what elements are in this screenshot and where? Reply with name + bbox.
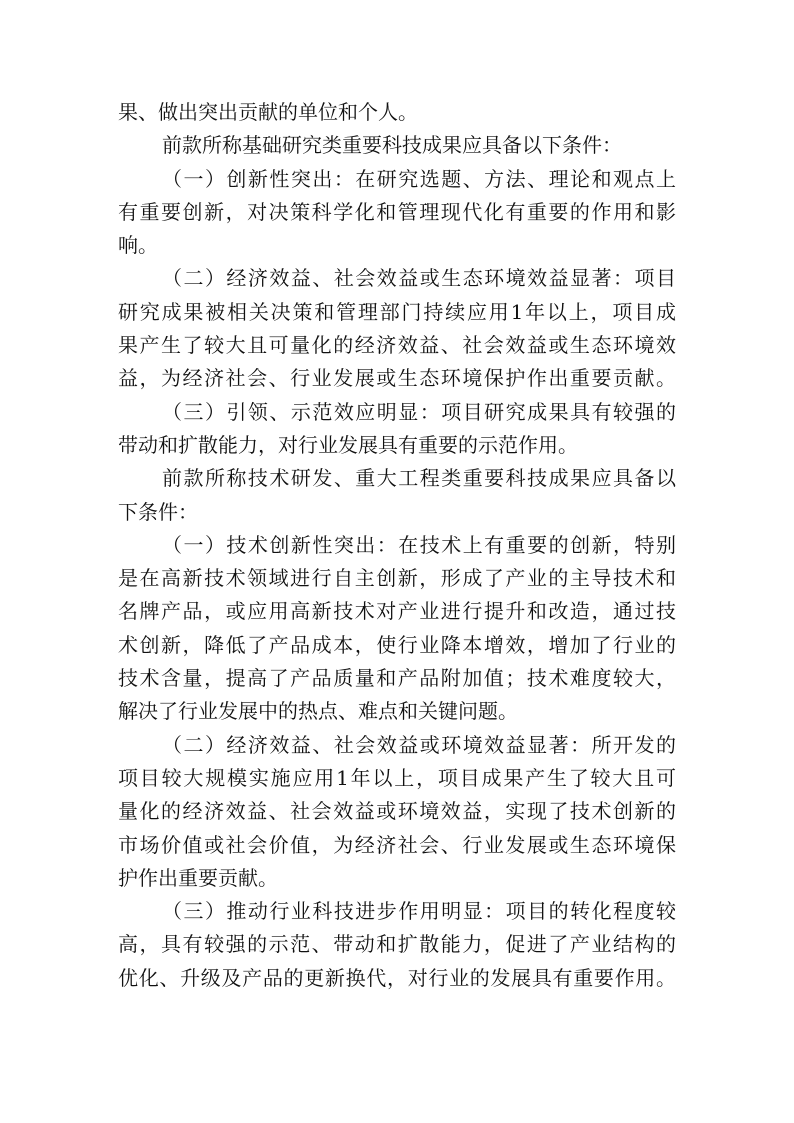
text-line: （二）经济效益、社会效益或环境效益显著：所开发的 bbox=[162, 732, 676, 757]
document-body bbox=[118, 96, 676, 995]
text-line: （二）经济效益、社会效益或生态环境效益显著：项目 bbox=[162, 266, 676, 291]
text-line: 果产生了较大且可量化的经济效益、社会效益或生态环境效 bbox=[118, 333, 676, 358]
text-line: 响。 bbox=[118, 233, 158, 258]
text-line: 技术含量，提高了产品质量和产品附加值；技术难度较大， bbox=[118, 666, 676, 691]
text-line: 量化的经济效益、社会效益或环境效益，实现了技术创新的 bbox=[118, 799, 676, 824]
text-line: 带动和扩散能力，对行业发展具有重要的示范作用。 bbox=[118, 432, 578, 457]
text-line: 是在高新技术领域进行自主创新，形成了产业的主导技术和 bbox=[118, 566, 676, 591]
text-line: （三）引领、示范效应明显：项目研究成果具有较强的 bbox=[162, 399, 676, 424]
text-line: （三）推动行业科技进步作用明显：项目的转化程度较 bbox=[162, 899, 676, 924]
text-line: 术创新，降低了产品成本，使行业降本增效，增加了行业的 bbox=[118, 632, 676, 657]
text-line: 名牌产品，或应用高新技术对产业进行提升和改造，通过技 bbox=[118, 599, 676, 624]
text-line: 益，为经济社会、行业发展或生态环境保护作出重要贡献。 bbox=[118, 366, 676, 391]
text-line: 下条件： bbox=[118, 499, 198, 524]
text-line: 果、做出突出贡献的单位和个人。 bbox=[118, 100, 418, 124]
text-line: 前款所称基础研究类重要科技成果应具备以下条件： bbox=[162, 133, 622, 158]
text-line: 高，具有较强的示范、带动和扩散能力，促进了产业结构的 bbox=[118, 932, 676, 957]
text-line: （一）技术创新性突出：在技术上有重要的创新，特别 bbox=[162, 532, 676, 557]
text-line: （一）创新性突出：在研究选题、方法、理论和观点上 bbox=[162, 166, 676, 191]
text-line: 有重要创新，对决策科学化和管理现代化有重要的作用和影 bbox=[118, 199, 676, 224]
text-line: 市场价值或社会价值，为经济社会、行业发展或生态环境保 bbox=[118, 832, 676, 857]
text-line: 项目较大规模实施应用1年以上，项目成果产生了较大且可 bbox=[118, 765, 676, 790]
text-line: 解决了行业发展中的热点、难点和关键问题。 bbox=[118, 699, 518, 724]
text-line: 优化、升级及产品的更新换代，对行业的发展具有重要作用。 bbox=[118, 965, 676, 990]
text-line: 前款所称技术研发、重大工程类重要科技成果应具备以 bbox=[162, 466, 676, 491]
text-line: 护作出重要贡献。 bbox=[118, 865, 278, 890]
text-line: 研究成果被相关决策和管理部门持续应用1年以上，项目成 bbox=[118, 299, 676, 324]
